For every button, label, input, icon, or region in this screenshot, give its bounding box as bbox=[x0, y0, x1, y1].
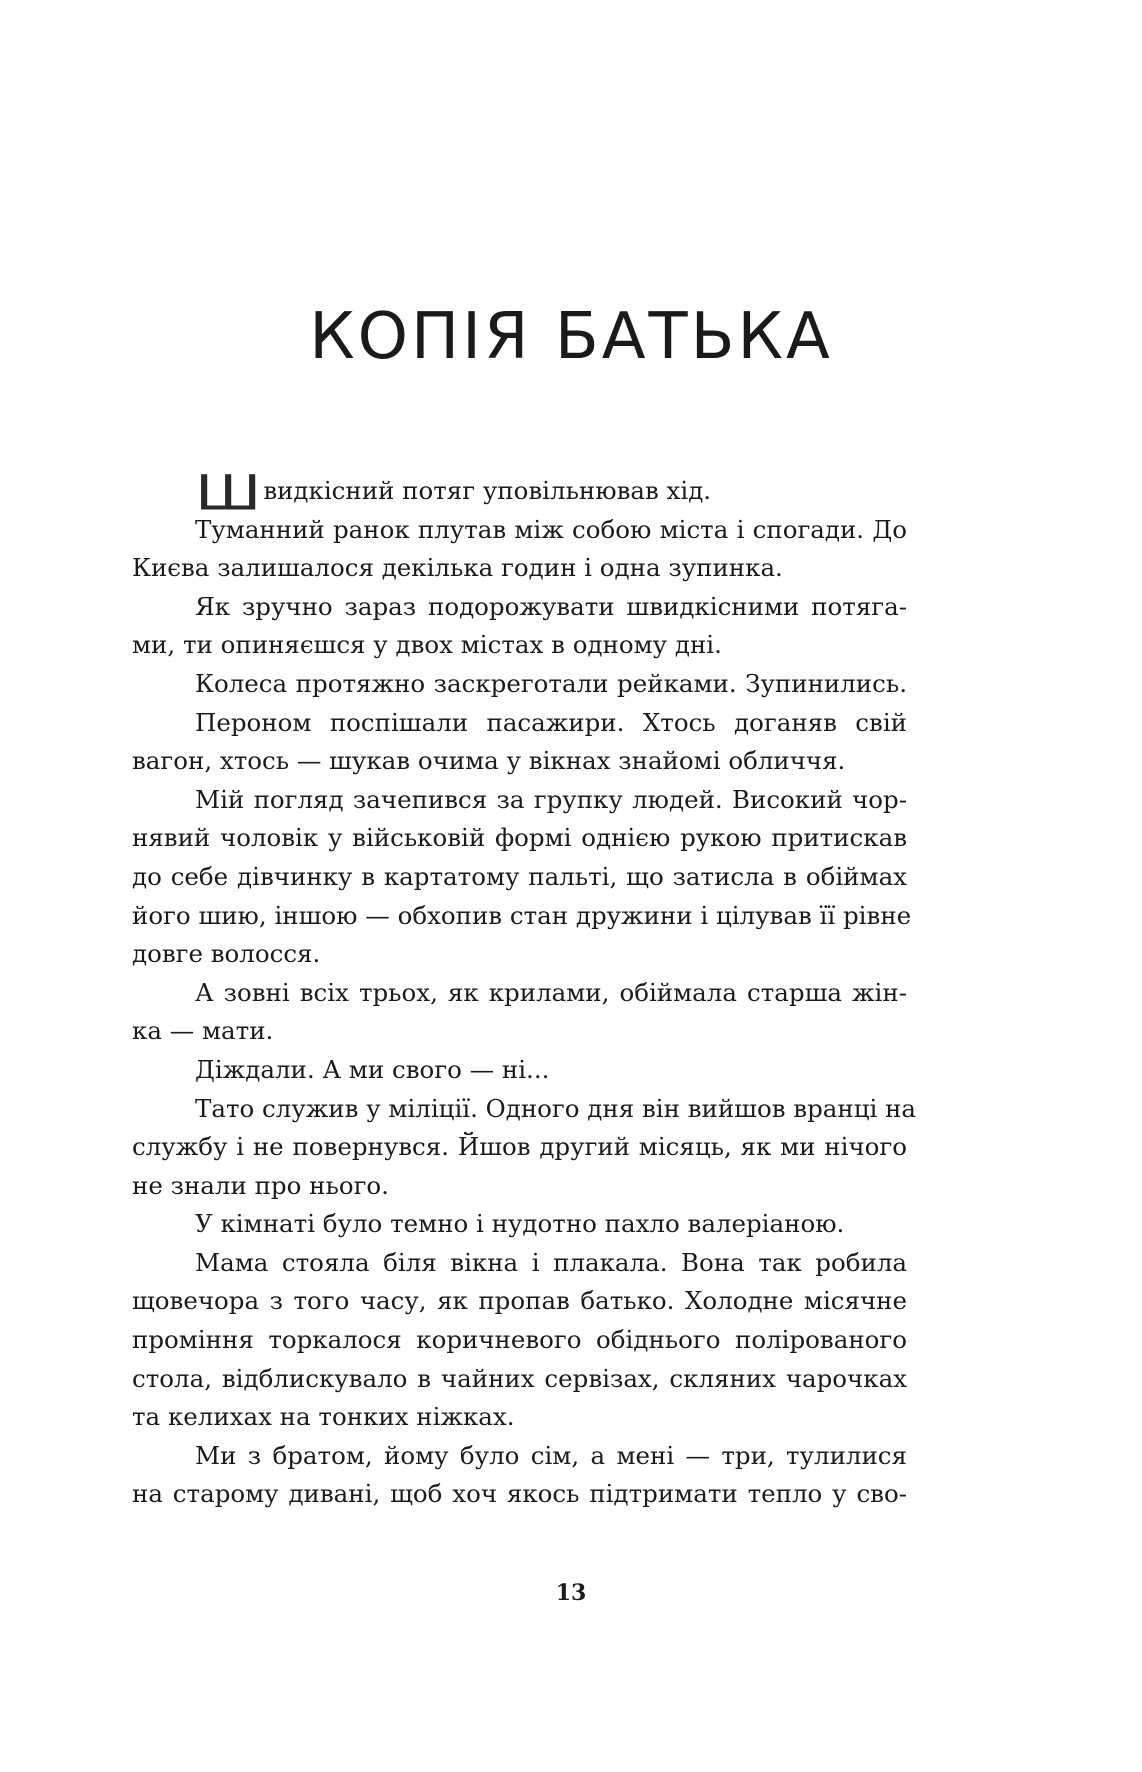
text-line: Мій погляд зачепився за групку людей. Високий чор- bbox=[195, 784, 907, 814]
text-line: У кімнаті було темно і нудотно пахло валеріаною. bbox=[195, 1209, 845, 1239]
text-lines bbox=[132, 511, 917, 1514]
text-line: стола, відблискувало в чайних сервізах, скляних чарочках bbox=[132, 1363, 907, 1393]
text-line: А зовні всіх трьох, як крилами, обіймала старша жін- bbox=[195, 977, 907, 1007]
text-line: до себе дівчинку в картатому пальті, що затисла в обіймах bbox=[132, 861, 907, 891]
text-line: Колеса протяжно заскреготали рейками. Зупинились. bbox=[195, 668, 907, 698]
page-number: 13 bbox=[555, 1580, 587, 1606]
text-line: Як зручно зараз подорожувати швидкісними потяга- bbox=[195, 591, 907, 621]
first-line-text: видкісний потяг уповільнював хід. bbox=[263, 476, 712, 505]
text-line: Ми з братом, йому було сім, а мені — три, тулилися bbox=[195, 1440, 907, 1470]
text-line: Пероном поспішали пасажири. Хтось доганяв свій bbox=[195, 707, 907, 737]
drop-cap: Ш bbox=[195, 464, 262, 522]
body-text bbox=[132, 464, 917, 1514]
chapter-title: КОПІЯ БАТЬКА bbox=[309, 300, 833, 374]
text-line: та келихах на тонких ніжках. bbox=[132, 1402, 515, 1432]
text-line: ка — мати. bbox=[132, 1016, 274, 1046]
text-line: не знали про нього. bbox=[132, 1170, 389, 1200]
text-line: Києва залишалося декілька годин і одна зупинка. bbox=[132, 553, 783, 583]
text-line: Діждали. А ми свого — ні... bbox=[195, 1054, 550, 1084]
text-line: його шию, іншою — обхопив стан дружини і цілував її рівне bbox=[132, 900, 912, 930]
text-line: Тато служив у міліції. Одного дня він вийшов вранці на bbox=[195, 1093, 917, 1123]
text-line: Мама стояла біля вікна і плакала. Вона так робила bbox=[195, 1247, 907, 1277]
first-line bbox=[132, 464, 907, 522]
text-line: нявий чоловік у військовій формі однією рукою притискав bbox=[132, 823, 907, 853]
text-line: щовечора з того часу, як пропав батько. Холодне місячне bbox=[132, 1286, 907, 1316]
text-line: вагон, хтось — шукав очима у вікнах знайомі обличчя. bbox=[132, 746, 846, 776]
text-line: Туманний ранок плутав між собою міста і спогади. До bbox=[195, 514, 907, 544]
text-line: проміння торкалося коричневого обіднього полірованого bbox=[132, 1325, 907, 1355]
text-line: довге волосся. bbox=[132, 939, 321, 969]
text-line: ми, ти опиняєшся у двох містах в одному дні. bbox=[132, 630, 722, 660]
text-line: службу і не повернувся. Йшов другий місяць, як ми нічого bbox=[132, 1132, 907, 1162]
text-line: на старому дивані, щоб хоч якось підтримати тепло у сво- bbox=[132, 1479, 907, 1509]
